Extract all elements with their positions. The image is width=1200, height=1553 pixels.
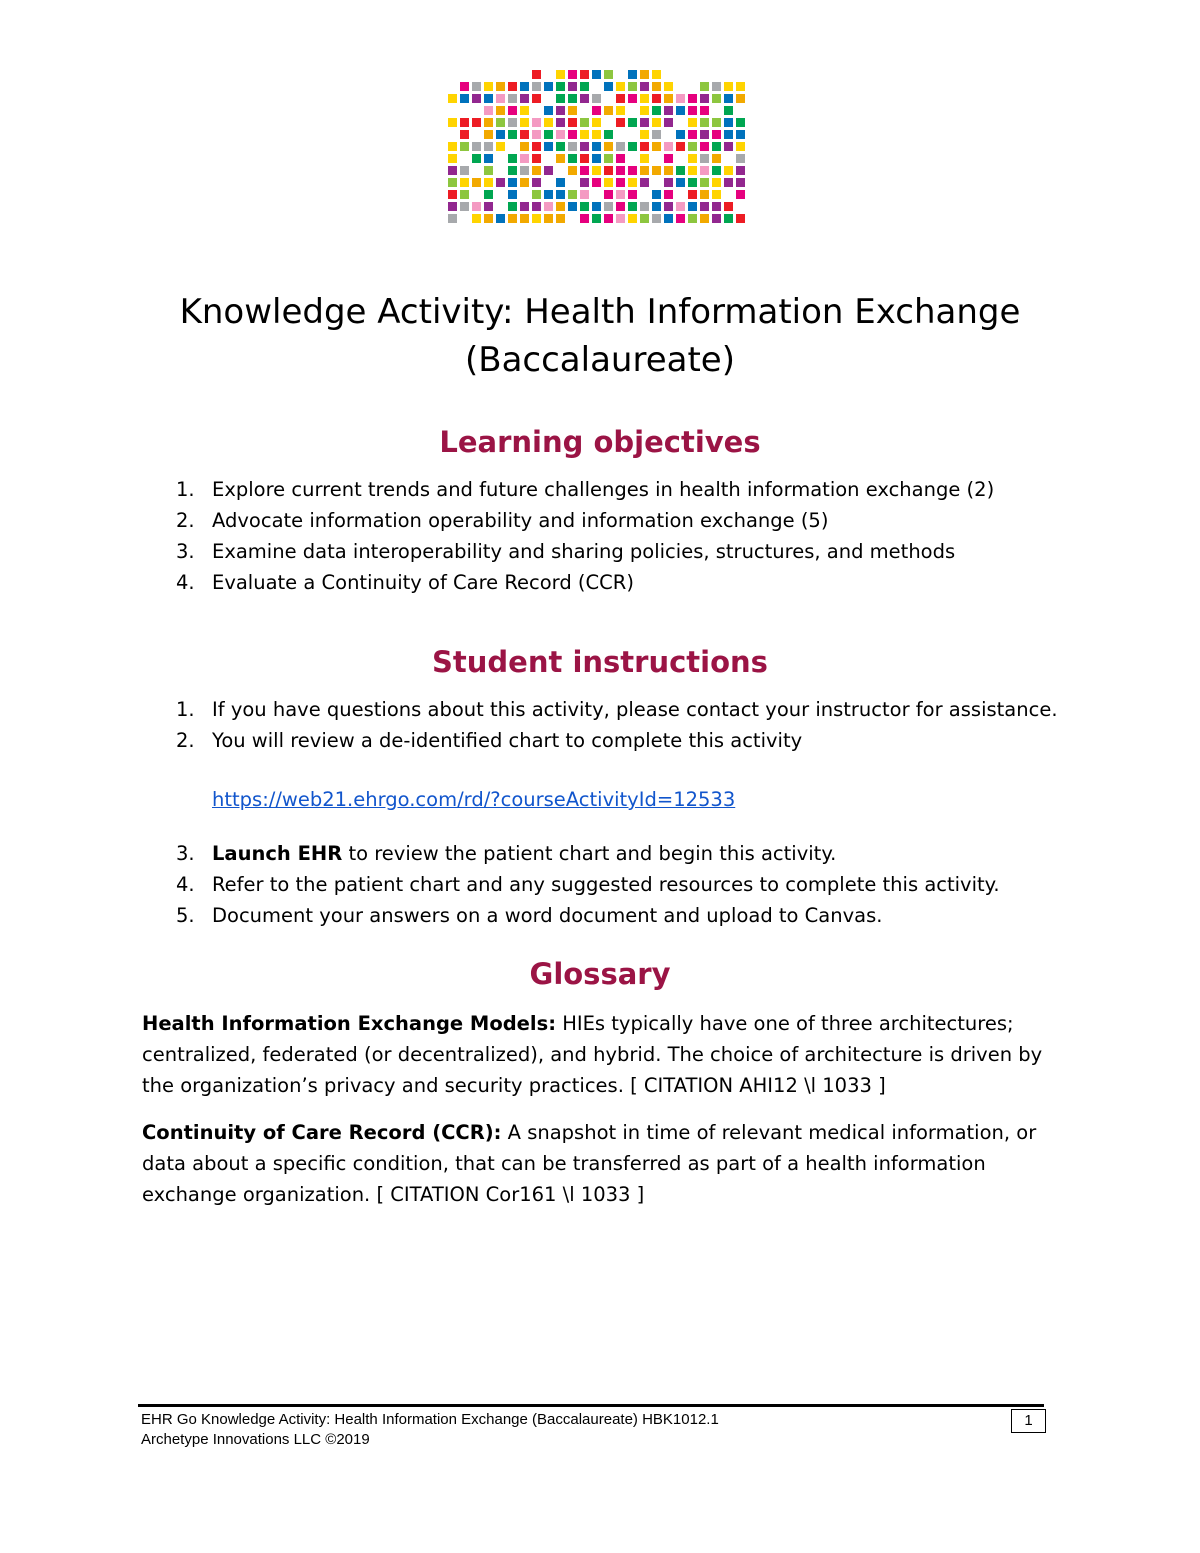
title-line-1: Knowledge Activity: Health Information Exchange [179,292,1021,332]
logo-pixel [604,154,613,163]
logo-pixel [496,178,505,187]
list-item: 1. Explore current trends and future challenges in health information exchange (2) [176,478,995,501]
logo-pixel [484,154,493,163]
logo-pixel [544,202,553,211]
footer-divider [138,1404,1044,1407]
logo-pixel [460,94,469,103]
logo-pixel [508,106,517,115]
logo-pixel [544,166,553,175]
logo-pixel [484,94,493,103]
logo-pixel [640,214,649,223]
logo-pixel [700,118,709,127]
logo-pixel [700,106,709,115]
logo-pixel [568,94,577,103]
logo-pixel [508,178,517,187]
logo-pixel [616,142,625,151]
logo-pixel [556,202,565,211]
logo-pixel [580,118,589,127]
glossary-definition: HIEs typically have one of three architectures; centralized, federated (or decentralized), and hybrid. The choice of architecture is driven by the organization’s privacy and security practices. [142,1012,1043,1097]
list-item: 1. If you have questions about this activity, please contact your instructor for assistance. [176,698,1058,721]
list-item: 3. Launch EHR to review the patient chart and begin this activity. [176,842,837,865]
launch-ehr-label: Launch EHR [212,842,343,865]
logo-pixel [568,82,577,91]
logo-pixel [556,190,565,199]
logo-pixel [520,118,529,127]
logo-pixel [460,118,469,127]
logo-pixel [484,106,493,115]
logo-pixel [712,118,721,127]
logo-pixel [712,214,721,223]
logo-pixel [448,178,457,187]
logo-pixel [688,142,697,151]
logo-pixel [652,118,661,127]
logo-pixel [700,154,709,163]
logo-pixel [676,106,685,115]
logo-pixel [736,94,745,103]
logo-pixel [604,82,613,91]
logo-pixel [556,106,565,115]
document-title [0,288,1200,384]
list-item: 4. Evaluate a Continuity of Care Record (CCR) [176,571,634,594]
logo-pixel [736,214,745,223]
student-instructions-list-continued [150,838,1000,931]
logo-pixel [448,190,457,199]
logo-pixel [724,202,733,211]
logo-pixel [604,130,613,139]
logo-pixel [568,130,577,139]
logo-pixel [640,130,649,139]
logo-pixel [688,154,697,163]
logo-pixel [652,202,661,211]
logo-pixel [520,202,529,211]
logo-pixel [664,202,673,211]
logo-pixel [604,214,613,223]
page-number: 1 [1011,1409,1046,1433]
logo-pixel [712,178,721,187]
logo-pixel [520,106,529,115]
logo-pixel [448,118,457,127]
logo-pixel [520,130,529,139]
logo-pixel [556,70,565,79]
logo-pixel [688,130,697,139]
logo-pixel [568,118,577,127]
logo-pixel [544,82,553,91]
logo-pixel [628,190,637,199]
logo-pixel [664,154,673,163]
logo-pixel [604,70,613,79]
logo-pixel [460,178,469,187]
logo-pixel [712,82,721,91]
logo-pixel [700,130,709,139]
logo-pixel [532,142,541,151]
logo-pixel [628,178,637,187]
logo-pixel [532,214,541,223]
logo-pixel [724,214,733,223]
logo-pixel [616,82,625,91]
glossary-heading: Glossary [529,957,671,991]
logo-pixel [628,118,637,127]
logo-pixel [460,202,469,211]
logo-pixel [496,130,505,139]
logo-pixel [652,214,661,223]
logo-pixel [664,142,673,151]
logo-pixel [532,202,541,211]
glossary-definition: A snapshot in time of relevant medical information, or data about a specific condition, that can be transferred as part of a health information exchange organization. [142,1121,1037,1206]
list-item: 5. Document your answers on a word document and upload to Canvas. [176,904,883,927]
logo-pixel [688,118,697,127]
logo-pixel [688,202,697,211]
logo-pixel [508,82,517,91]
logo-pixel [616,190,625,199]
logo-pixel [724,130,733,139]
logo-pixel [580,166,589,175]
logo-pixel [580,82,589,91]
logo-pixel [736,118,745,127]
logo-pixel [712,94,721,103]
logo-pixel [652,142,661,151]
logo-pixel [544,118,553,127]
logo-pixel [592,130,601,139]
logo-pixel [448,202,457,211]
list-item: 3. Examine data interoperability and sharing policies, structures, and methods [176,540,956,563]
logo-pixel [712,190,721,199]
logo-pixel [628,70,637,79]
logo-pixel [460,142,469,151]
footer-line-1: EHR Go Knowledge Activity: Health Information Exchange (Baccalaureate) HBK1012.1 [141,1411,719,1428]
glossary-term: Health Information Exchange Models: [142,1012,556,1035]
logo-pixel [520,94,529,103]
logo-pixel [556,142,565,151]
logo-pixel [664,166,673,175]
logo-pixel [472,94,481,103]
logo-pixel [712,154,721,163]
logo-pixel [592,118,601,127]
logo-pixel [736,82,745,91]
logo-pixel [640,142,649,151]
logo-pixel [676,166,685,175]
logo-pixel [688,178,697,187]
list-item: 4. Refer to the patient chart and any suggested resources to complete this activity. [176,873,1000,896]
logo-pixel [676,214,685,223]
logo-pixel [580,130,589,139]
logo-pixel [616,118,625,127]
logo-pixel [556,94,565,103]
logo-pixel [724,166,733,175]
logo-pixel [652,130,661,139]
logo-pixel [640,178,649,187]
logo-pixel [736,154,745,163]
logo-pixel [568,190,577,199]
logo-pixel [532,178,541,187]
logo-pixel [568,154,577,163]
logo-pixel [628,94,637,103]
glossary-entry-ccr [142,1117,1062,1210]
logo-pixel [508,202,517,211]
list-item: 2. Advocate information operability and information exchange (5) [176,509,829,532]
logo-pixel [700,190,709,199]
logo-pixel [652,70,661,79]
logo-pixel [544,190,553,199]
logo-pixel [556,118,565,127]
logo-pixel [676,202,685,211]
logo-pixel [472,118,481,127]
logo-pixel [604,106,613,115]
logo-pixel [580,142,589,151]
logo-pixel [664,106,673,115]
logo-pixel [532,154,541,163]
logo-pixel [676,94,685,103]
logo-pixel [736,130,745,139]
logo-pixel [472,214,481,223]
logo-pixel [568,202,577,211]
logo-pixel [568,142,577,151]
logo-pixel [508,154,517,163]
student-instructions-heading: Student instructions [432,645,768,679]
logo-pixel [484,118,493,127]
logo-pixel [508,166,517,175]
logo-pixel [724,94,733,103]
learning-objectives-list [150,474,994,598]
logo-pixel [616,106,625,115]
logo-pixel [556,178,565,187]
logo-pixel [448,94,457,103]
glossary-entry-hie-models [142,1008,1062,1101]
logo-pixel [508,94,517,103]
logo-pixel [688,166,697,175]
logo-pixel [532,82,541,91]
logo-pixel [592,142,601,151]
logo-pixel [484,202,493,211]
logo-pixel [472,178,481,187]
logo-pixel [628,214,637,223]
logo-pixel [652,82,661,91]
logo-pixel [652,166,661,175]
footer-line-2: Archetype Innovations LLC ©2019 [141,1431,370,1448]
logo-pixel [448,214,457,223]
logo-pixel [604,178,613,187]
logo-pixel [592,166,601,175]
logo-pixel [484,214,493,223]
logo-pixel [532,166,541,175]
logo-pixel [616,178,625,187]
logo-pixel [460,82,469,91]
logo-pixel [676,130,685,139]
logo-pixel [604,142,613,151]
logo-pixel [592,178,601,187]
logo-pixel [532,130,541,139]
logo-pixel [712,142,721,151]
logo-pixel [472,142,481,151]
logo-pixel [580,70,589,79]
logo-pixel [592,202,601,211]
logo-pixel [448,154,457,163]
logo-pixel [448,166,457,175]
logo-pixel [568,70,577,79]
logo-pixel [484,130,493,139]
logo-pixel [676,142,685,151]
learning-objectives-heading: Learning objectives [439,425,761,459]
logo-pixel [580,178,589,187]
logo-pixel [484,142,493,151]
list-item: 2. You will review a de-identified chart to complete this activity [176,729,803,752]
logo-pixel [592,94,601,103]
logo-pixel [652,94,661,103]
logo-pixel [724,82,733,91]
logo-pixel [556,130,565,139]
logo-pixel [664,214,673,223]
logo-pixel [520,142,529,151]
logo-pixel [736,190,745,199]
logo-pixel [700,142,709,151]
logo-pixel [532,118,541,127]
logo-pixel [616,166,625,175]
logo-pixel [556,154,565,163]
logo-pixel [652,190,661,199]
logo-pixel [640,118,649,127]
logo-pixel [544,142,553,151]
ehrgo-logo [448,70,750,232]
logo-pixel [604,190,613,199]
activity-link[interactable]: https://web21.ehrgo.com/rd/?courseActivityId=12533 [212,788,736,811]
logo-pixel [496,118,505,127]
logo-pixel [460,190,469,199]
logo-pixel [640,154,649,163]
activity-link-line [212,784,735,815]
logo-pixel [484,166,493,175]
student-instructions-list [150,694,1058,756]
logo-pixel [532,94,541,103]
logo-pixel [484,82,493,91]
logo-pixel [628,142,637,151]
logo-pixel [496,214,505,223]
logo-pixel [592,70,601,79]
logo-pixel [652,106,661,115]
logo-pixel [580,94,589,103]
logo-pixel [616,202,625,211]
logo-pixel [736,166,745,175]
logo-pixel [640,82,649,91]
logo-pixel [472,154,481,163]
glossary-citation: [ CITATION AHI12 \l 1033 ] [630,1074,886,1097]
logo-pixel [628,82,637,91]
logo-pixel [460,130,469,139]
logo-pixel [568,106,577,115]
logo-pixel [580,202,589,211]
logo-pixel [700,178,709,187]
logo-pixel [520,82,529,91]
logo-pixel [688,106,697,115]
logo-pixel [616,214,625,223]
logo-pixel [700,202,709,211]
logo-pixel [508,118,517,127]
logo-pixel [484,190,493,199]
logo-pixel [640,94,649,103]
logo-pixel [580,214,589,223]
logo-pixel [508,190,517,199]
logo-pixel [664,94,673,103]
logo-pixel [712,130,721,139]
logo-pixel [484,178,493,187]
logo-pixel [664,118,673,127]
logo-pixel [472,82,481,91]
logo-pixel [508,130,517,139]
glossary-term: Continuity of Care Record (CCR): [142,1121,502,1144]
logo-pixel [700,214,709,223]
logo-pixel [544,130,553,139]
logo-pixel [664,82,673,91]
logo-pixel [508,214,517,223]
logo-pixel [520,166,529,175]
logo-pixel [628,166,637,175]
logo-pixel [640,166,649,175]
logo-pixel [532,70,541,79]
logo-pixel [676,178,685,187]
logo-pixel [496,142,505,151]
logo-pixel [700,166,709,175]
logo-pixel [640,106,649,115]
logo-pixel [604,202,613,211]
logo-pixel [568,166,577,175]
logo-pixel [544,106,553,115]
logo-pixel [688,190,697,199]
logo-pixel [640,70,649,79]
title-line-2: (Baccalaureate) [465,340,735,380]
logo-pixel [520,178,529,187]
logo-pixel [688,214,697,223]
logo-pixel [724,178,733,187]
logo-pixel [616,154,625,163]
logo-pixel [580,190,589,199]
logo-pixel [688,94,697,103]
logo-pixel [460,166,469,175]
logo-pixel [712,166,721,175]
logo-pixel [664,190,673,199]
logo-pixel [724,142,733,151]
logo-pixel [580,154,589,163]
logo-pixel [628,202,637,211]
logo-pixel [604,166,613,175]
logo-pixel [700,82,709,91]
logo-pixel [616,94,625,103]
logo-pixel [520,154,529,163]
logo-pixel [592,154,601,163]
logo-pixel [496,94,505,103]
logo-pixel [736,178,745,187]
logo-pixel [724,106,733,115]
logo-pixel [736,142,745,151]
logo-pixel [712,202,721,211]
logo-pixel [532,190,541,199]
logo-pixel [664,178,673,187]
footer [141,1410,719,1450]
logo-pixel [556,82,565,91]
logo-pixel [700,94,709,103]
logo-pixel [640,202,649,211]
logo-pixel [592,214,601,223]
logo-pixel [544,214,553,223]
logo-pixel [724,118,733,127]
logo-pixel [592,106,601,115]
logo-pixel [448,142,457,151]
logo-pixel [520,214,529,223]
logo-pixel [496,106,505,115]
glossary-citation: [ CITATION Cor161 \l 1033 ] [376,1183,645,1206]
logo-pixel [556,214,565,223]
logo-pixel [472,202,481,211]
logo-pixel [496,82,505,91]
